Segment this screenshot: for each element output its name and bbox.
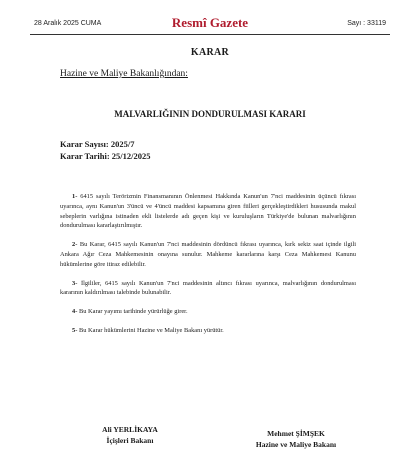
article-text: Bu Karar hükümlerini Hazine ve Maliye Bakanı yürütür. [78,326,224,334]
decision-articles [60,192,356,345]
section-title: KARAR [190,47,230,58]
signatory-title: Hazine ve Maliye Bakanı [255,440,337,449]
article-text: 6415 sayılı Terörizmin Finansmanının Önlenmesi Hakkında Kanun'un 7'nci maddesinin üçüncü fıkrası uyarınca, aynı Kanun'un 3'üncü ve 4'üncü maddesi kapsamına giren fiilleri gerçekleştirdikleri hususunda makul sebeplerin varlığına istinaden ekli listelerde adı geçen kişi ve kuruluşların Türkiye'de bulunan malvarlığının dondurulması kararlaştırılmıştır. [60,193,356,230]
issuing-ministry: Hazine ve Maliye Bakanlığından: [60,69,188,79]
gazette-name: Resmî Gazete [171,15,249,30]
signatory-title: İçişleri Bakanı [106,436,154,445]
gazette-page [30,12,390,462]
signatory-name: Ali YERLİKAYA [102,425,158,434]
article-item [60,326,356,336]
article-number: 2- [72,241,78,249]
decision-title: MALVARLIĞININ DONDURULMASI KARARI [114,109,306,119]
article-text: İlgililer, 6415 sayılı Kanun'un 7'nci maddesinin altıncı fıkrası uyarınca, malvarlığının dondurulması kararının kaldırılması talebinde bulunabilir. [60,279,356,297]
article-number: 1- [72,193,78,200]
article-item [60,240,356,269]
article-text: Bu Karar yayımı tarihinde yürürlüğe girer. [78,308,188,316]
article-text: Bu Karar, 6415 sayılı Kanun'un 7'nci maddesinin dördüncü fıkrası uyarınca, kırk sekiz saat içinde ilgili Ankara Ağır Ceza Mahkemesinin onayına sunulur. Mahkeme kararlarına karşı Ceza Mahkemesi Kanunu hükümlerine göre itiraz edilebilir. [60,241,356,268]
article-item [60,307,356,317]
signature-interior-minister [60,424,200,446]
signatory-name: Mehmet ŞİMŞEK [267,429,325,438]
article-number: 4- [72,308,78,316]
signature-finance-minister [226,428,366,450]
gazette-header [30,12,390,35]
article-number: 5- [72,326,78,334]
article-item [60,192,356,231]
decision-number: Karar Sayısı: 2025/7 [60,139,135,149]
decision-date: Karar Tarihi: 25/12/2025 [60,151,151,161]
issue-number: Sayı : 33119 [347,20,386,27]
article-number: 3- [72,279,78,287]
article-item [60,279,356,299]
issue-date: 28 Aralık 2025 CUMA [34,20,102,27]
